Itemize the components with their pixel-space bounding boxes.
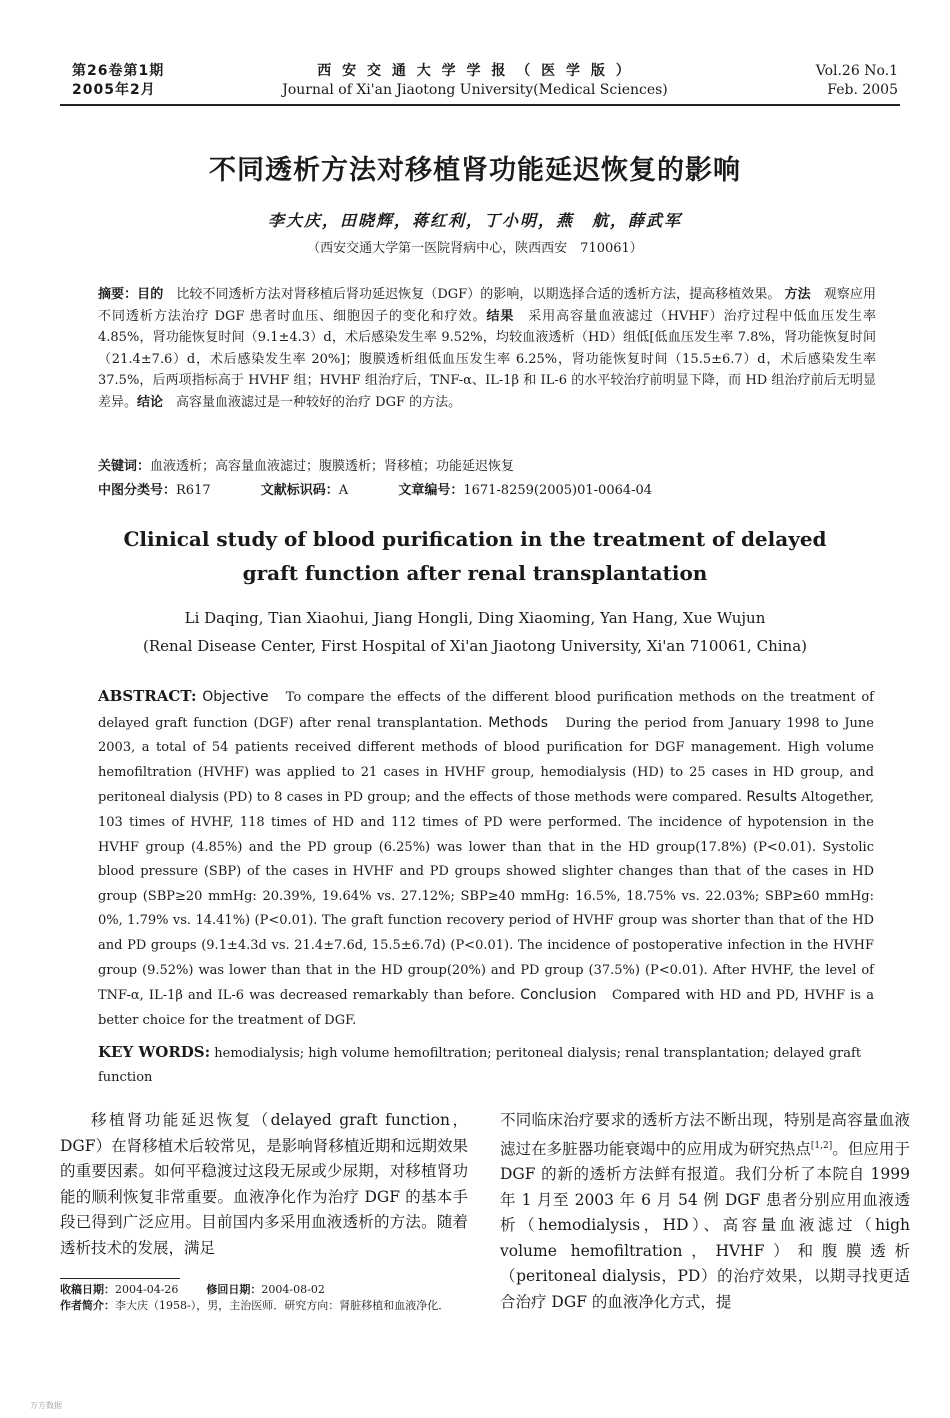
results-en-label: Results — [746, 789, 797, 806]
footnote-author — [60, 1298, 470, 1314]
objective-cn: 比较不同透析方法对肾移植后肾功延迟恢复（DGF）的影响，以期选择合适的透析方法，提高移植效果。 — [163, 287, 781, 302]
clc-label: 中图分类号： — [98, 483, 177, 498]
header-journal — [250, 62, 700, 100]
authors-cn: 李大庆，田晓辉，蒋红利，丁小明，燕 航，薛武军 — [267, 211, 682, 230]
keywords-cn — [98, 456, 876, 477]
methods-en: During the period from January 1998 to June 2003, a total of 54 patients received different methods of blood purification for DGF management. High volume hemofiltration (HVHF) was applied to 21 cases in HVHF group, hemodialysis (HD) to 25 cases in HD group, and peritoneal dialysis (PD) to 8 cases in PD group; and the effects of those methods were compared. — [98, 715, 874, 806]
article-no-value: 1671-8259(2005)01-0064-04 — [463, 483, 653, 498]
keywords-en-label: KEY WORDS: — [98, 1043, 211, 1061]
methods-cn-label: 方法 — [784, 287, 811, 302]
footnote-rule — [60, 1278, 180, 1279]
keywords-cn-label: 关键词： — [98, 459, 151, 474]
body-right-column — [500, 1108, 910, 1315]
keywords-en-text: hemodialysis; high volume hemofiltration; peritoneal dialysis; renal transplantation; delayed graft function — [98, 1046, 862, 1085]
doc-code-value: A — [338, 483, 349, 498]
body-left-column — [60, 1108, 468, 1261]
header-volume-en — [816, 62, 898, 100]
title-en-line1: Clinical study of blood purification in the treatment of delayed — [123, 527, 827, 551]
objective-en-label: Objective — [202, 689, 269, 705]
title-cn: 不同透析方法对移植肾功能延迟恢复的影响 — [209, 155, 741, 186]
journal-name-cn: 西 安 交 通 大 学 学 报 （ 医 学 版 ） — [317, 63, 633, 79]
doc-code-label: 文献标识码： — [260, 483, 339, 498]
results-cn-label: 结果 — [486, 308, 515, 324]
authors-en: Li Daqing, Tian Xiaohui, Jiang Hongli, Ding Xiaoming, Yan Hang, Xue Wujun — [184, 609, 766, 627]
body-left-paragraph: 移植肾功能延迟恢复（delayed graft function，DGF）在肾移植术后较常见，是影响肾移植近期和远期效果的重要因素。如何平稳渡过这段无尿或少尿期，对移植肾功能的顺利恢复非常重要。血液净化作为治疗 DGF 的基本手段已得到广泛应用。目前国内多采用血液透析的方法。随着透析技术的发展，满足 — [60, 1111, 468, 1257]
abstract-cn — [98, 284, 876, 413]
affiliation-cn: （西安交通大学第一医院肾病中心，陕西西安 710061） — [307, 241, 643, 256]
results-cn: 采用高容量血液滤过（HVHF）治疗过程中低血压发生率 4.85%，肾功能恢复时间（9.1±4.3）d，术后感染发生率 9.52%，均较血液透析（HD）组低[低血压发生率 7.8%，肾功能恢复时间（21.4±7.6）d，术后感染发生率 20%]；腹膜透析组低血压发生率 6.25%，肾功能恢复时间（15.5±6.7）d，术后感染发生率 37.5%，后两项指标高于 HVHF 组；HVHF 组治疗后，TNF-α、IL-1β 和 IL-6 的水平较治疗前明显下降，而 HD 组治疗前后无明显差异。 — [98, 308, 876, 410]
author-bio: 李大庆（1958-），男，主治医师．研究方向：肾脏移植和血液净化． — [115, 1299, 450, 1312]
keywords-en — [98, 1040, 874, 1090]
header-rule — [60, 104, 900, 106]
watermark: 万方数据 — [30, 1401, 62, 1410]
header-volume-cn — [72, 62, 164, 100]
volume-issue-cn: 第26卷第1期 — [72, 63, 165, 79]
title-en — [0, 522, 950, 590]
conclusion-en: Compared with HD and PD, HVHF is a better choice for the treatment of DGF. — [98, 988, 874, 1028]
received-date: 2004-04-26 — [115, 1283, 179, 1296]
abstract-cn-label: 摘要： — [98, 287, 138, 302]
body-right-paragraph — [500, 1108, 910, 1315]
abstract-en — [98, 684, 874, 1033]
classification-row — [98, 480, 652, 501]
conclusion-cn-label: 结论 — [137, 394, 164, 410]
results-en: Altogether, 103 times of HVHF, 118 times of HD and 112 times of PD were performed. The incidence of hypotension in the HVHF group (4.85%) and the PD group (6.25%) was lower than that in the HD group(17.8%) (P<0.01). Systolic blood pressure (SBP) of the cases in HVHF and PD groups showed slighter changes than that of the cases in HD group (SBP≥20 mmHg: 20.39%, 19.64% vs. 27.12%; SBP≥40 mmHg: 16.5%, 18.75% vs. 22.03%; SBP≥60 mmHg: 0%, 1.79% vs. 14.41%) (P<0.01). The graft function recovery period of HVHF group was shorter than that of the HD and PD groups (9.1±4.3d vs. 21.4±7.6d, 15.5±6.7d) (P<0.01). The incidence of postoperative infection in the HVHF group (9.52%) was lower than that in the HD group(20%) and PD group (37.5%) (P<0.01). After HVHF, the level of TNF-α, IL-1β and IL-6 was decreased remarkably than before. — [98, 790, 874, 1004]
conclusion-cn: 高容量血液滤过是一种较好的治疗 DGF 的方法。 — [163, 394, 462, 410]
keywords-cn-text: 血液透析；高容量血液滤过；腹膜透析；肾移植；功能延迟恢复 — [150, 459, 515, 474]
revised-date: 2004-08-02 — [261, 1283, 325, 1296]
article-no-label: 文章编号： — [398, 483, 464, 498]
objective-en: To compare the effects of the different blood purification methods on the treatment of delayed graft function (DGF) after renal transplantation. — [98, 690, 874, 731]
footnote-dates — [60, 1282, 470, 1298]
abstract-en-label: ABSTRACT: — [98, 687, 197, 705]
conclusion-en-label: Conclusion — [520, 987, 597, 1004]
clc-value: R617 — [176, 483, 211, 498]
footnote — [60, 1282, 470, 1314]
date-cn: 2005年2月 — [72, 82, 156, 98]
date-en: Feb. 2005 — [827, 82, 898, 98]
received-label: 收稿日期： — [60, 1283, 115, 1296]
reference-marker[interactable]: [1,2] — [810, 1140, 833, 1151]
author-bio-label: 作者简介： — [60, 1299, 115, 1312]
title-en-line2: graft function after renal transplantation — [242, 561, 708, 585]
affiliation-en: (Renal Disease Center, First Hospital of Xi'an Jiaotong University, Xi'an 710061, China) — [143, 637, 807, 655]
objective-cn-label: 目的 — [137, 287, 164, 302]
methods-en-label: Methods — [488, 714, 549, 731]
journal-name-en: Journal of Xi'an Jiaotong University(Medical Sciences) — [282, 82, 668, 98]
methods-cn: 观察应用不同透析方法治疗 DGF 患者时血压、细胞因子的变化和疗效。 — [98, 287, 876, 324]
body-right-pre: 不同临床治疗要求的透析方法不断出现，特别是高容量血液滤过在多脏器功能衰竭中的应用成为研究热点 — [500, 1111, 910, 1158]
body-right-post: 。但应用于 DGF 的新的透析方法鲜有报道。我们分析了本院自 1999 年 1 月至 2003 年 6 月 54 例 DGF 患者分别应用血液透析（hemodialysis，HD）、高容量血液滤过（high volume hemofiltration，HVHF）和腹膜透析（peritoneal dialysis，PD）的治疗效果，以期寻找更适合治疗 DGF 的血液净化方式，提 — [500, 1139, 910, 1311]
revised-label: 修回日期： — [206, 1283, 262, 1296]
volume-issue-en: Vol.26 No.1 — [815, 63, 898, 79]
